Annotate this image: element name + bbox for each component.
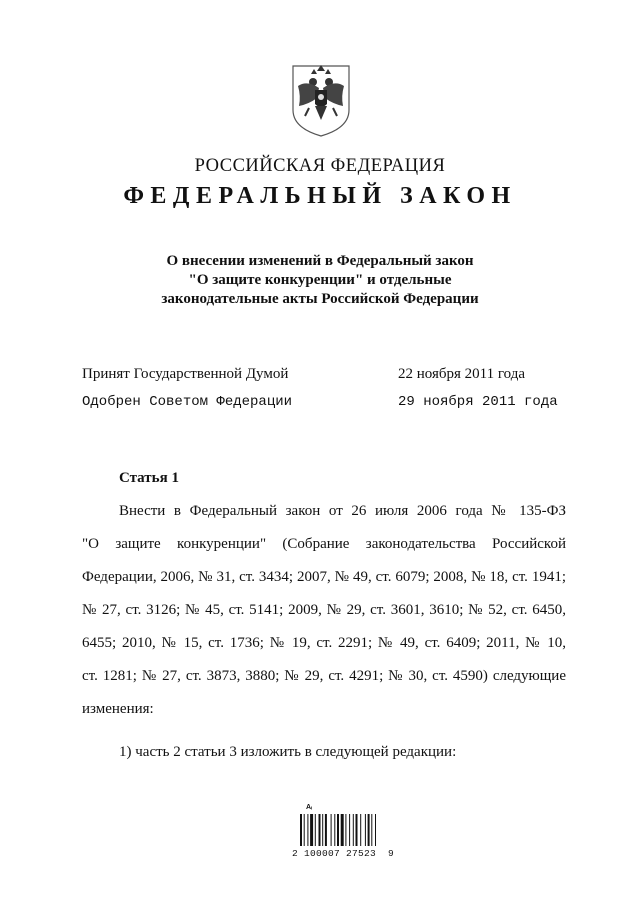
- paragraph-line: "О защите конкуренции" (Собрание законодательства Российской: [82, 536, 566, 552]
- paragraph-line: № 27, ст. 3126; № 45, ст. 5141; 2009, № 29, ст. 3601, 3610; № 52, ст. 6450,: [82, 602, 566, 618]
- adoption-date-council: 29 ноября 2011 года: [398, 394, 558, 410]
- document-type-title: ФЕДЕРАЛЬНЫЙ ЗАКОН: [123, 183, 517, 209]
- paragraph-line: изменения:: [82, 701, 154, 717]
- barcode-mark: Aᵢ: [306, 804, 313, 811]
- law-subject: [0, 252, 640, 309]
- paragraph-line: ст. 1281; № 27, ст. 3873, 3880; № 29, ст. 4291; № 30, ст. 4590) следующие: [82, 668, 566, 684]
- subject-line: "О защите конкуренции" и отдельные: [188, 272, 452, 288]
- adoption-label-council: Одобрен Советом Федерации: [82, 394, 293, 410]
- coat-of-arms-icon: [289, 62, 353, 138]
- subject-line: законодательные акты Российской Федерации: [161, 291, 479, 307]
- article-paragraph: [82, 495, 566, 726]
- list-item: 1) часть 2 статьи 3 изложить в следующей редакции:: [119, 744, 457, 760]
- paragraph-line: 6455; 2010, № 15, ст. 1736; № 19, ст. 2291; № 49, ст. 6409; 2011, № 10,: [82, 635, 566, 651]
- barcode-icon: [300, 814, 396, 846]
- barcode-number: 2 100007 27523 9: [292, 848, 395, 859]
- paragraph-line: Федерации, 2006, № 31, ст. 3434; 2007, № 49, ст. 6079; 2008, № 18, ст. 1941;: [82, 569, 566, 585]
- paragraph-line: Внести в Федеральный закон от 26 июля 2006 года № 135-ФЗ: [119, 503, 566, 519]
- adoption-date-duma: 22 ноября 2011 года: [398, 366, 526, 382]
- country-title: РОССИЙСКАЯ ФЕДЕРАЦИЯ: [194, 156, 446, 176]
- article-title: Статья 1: [119, 470, 179, 486]
- subject-line: О внесении изменений в Федеральный закон: [166, 253, 474, 269]
- adoption-label-duma: Принят Государственной Думой: [82, 366, 289, 382]
